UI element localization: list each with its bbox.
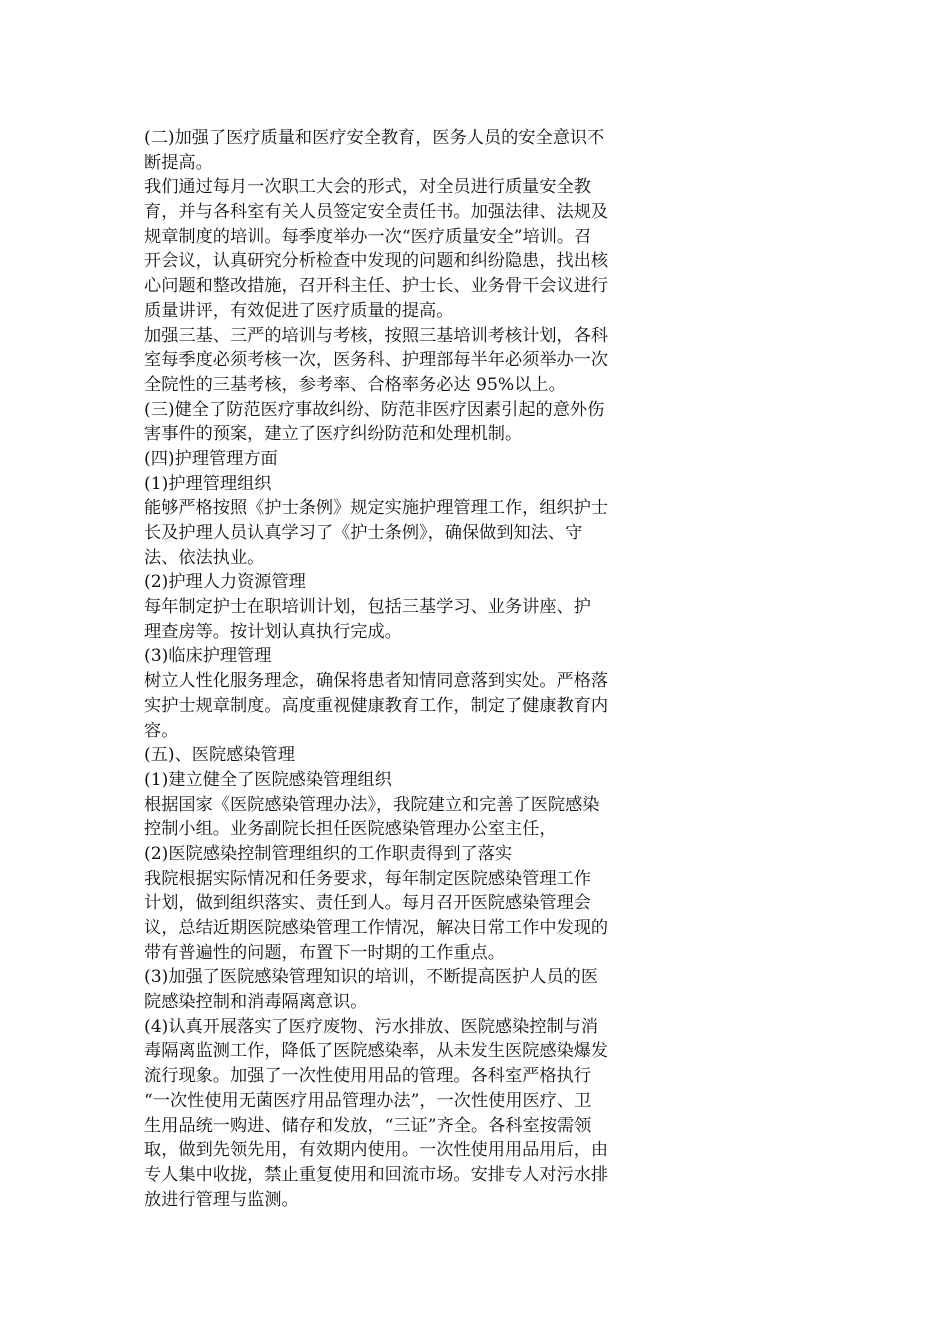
text-line: 每年制定护士在职培训计划，包括三基学习、业务讲座、护	[144, 597, 591, 618]
text-line: (三)健全了防范医疗事故纠纷、防范非医疗因素引起的意外伤	[144, 399, 605, 420]
text-line: 议，总结近期医院感染管理工作情况，解决日常工作中发现的	[144, 918, 609, 938]
text-line: (3)加强了医院感染管理知识的培训，不断提高医护人员的医	[144, 967, 599, 988]
text-line: (四)护理管理方面	[144, 448, 278, 469]
text-line: (五)、医院感染管理	[144, 745, 295, 766]
text-line: 控制小组。业务副院长担任医院感染管理办公室主任，	[144, 819, 557, 840]
text-line: 理查房等。按计划认真执行完成。	[144, 621, 402, 642]
text-line: 容。	[144, 720, 179, 741]
text-line: 实护士规章制度。高度重视健康教育工作，制定了健康教育内	[144, 695, 609, 716]
text-line: 法、依法执业。	[144, 547, 265, 568]
text-line: 开会议，认真研究分析检查中发现的问题和纠纷隐患，找出核	[144, 251, 609, 272]
text-line: 全院性的三基考核，参考率、合格率务必达 95%以上。	[144, 374, 566, 395]
text-line: 室每季度必须考核一次，医务科、护理部每半年必须举办一次	[144, 350, 609, 371]
text-line: 毒隔离监测工作，降低了医院感染率，从未发生医院感染爆发	[144, 1041, 609, 1062]
text-line: 计划，做到组织落实、责任到人。每月召开医院感染管理会	[144, 893, 591, 914]
text-line: 育，并与各科室有关人员签定安全责任书。加强法律、法规及	[144, 202, 609, 223]
text-line: 根据国家《医院感染管理办法》，我院建立和完善了医院感染	[144, 794, 600, 815]
text-line: (1)护理管理组织	[144, 473, 272, 494]
text-line: 树立人性化服务理念，确保将患者知情同意落到实处。严格落	[144, 671, 609, 692]
text-line: 院感染控制和消毒隔离意识。	[144, 992, 368, 1013]
text-line: (1)建立健全了医院感染管理组织	[144, 769, 392, 790]
text-line: (二)加强了医疗质量和医疗安全教育，医务人员的安全意识不	[144, 128, 605, 148]
text-line: 我院根据实际情况和任务要求，每年制定医院感染管理工作	[144, 868, 591, 889]
text-line: 加强三基、三严的培训与考核，按照三基培训考核计划，各科	[144, 325, 609, 346]
text-line: 带有普遍性的问题，布置下一时期的工作重点。	[144, 942, 505, 963]
text-line: 流行现象。加强了一次性使用用品的管理。各科室严格执行	[144, 1066, 591, 1087]
text-line: (3)临床护理管理	[144, 646, 272, 667]
text-line: 质量讲评，有效促进了医疗质量的提高。	[144, 300, 454, 321]
text-line: (2)医院感染控制管理组织的工作职责得到了落实	[144, 843, 513, 864]
text-line: 取，做到先领先用，有效期内使用。一次性使用用品用后，由	[144, 1140, 609, 1161]
text-line: (4)认真开展落实了医疗废物、污水排放、医院感染控制与消	[144, 1016, 599, 1037]
text-line: 心问题和整改措施，召开科主任、护士长、业务骨干会议进行	[144, 276, 609, 297]
text-line: 专人集中收拢，禁止重复使用和回流市场。安排专人对污水排	[144, 1164, 609, 1185]
text-line: 我们通过每月一次职工大会的形式，对全员进行质量安全教	[144, 177, 591, 198]
text-line: 断提高。	[144, 152, 213, 173]
text-line: (2)护理人力资源管理	[144, 572, 306, 593]
document-body	[144, 126, 669, 1212]
text-line: “一次性使用无菌医疗用品管理办法”，一次性使用医疗、卫	[144, 1090, 592, 1111]
text-line: 长及护理人员认真学习了《护士条例》，确保做到知法、守	[144, 523, 583, 543]
text-line: 规章制度的培训。每季度举办一次“医疗质量安全”培训。召	[144, 226, 592, 247]
text-line: 放进行管理与监测。	[144, 1189, 299, 1210]
text-line: 生用品统一购进、储存和发放，“三证”齐全。各科室按需领	[144, 1115, 592, 1136]
text-line: 害事件的预案，建立了医疗纠纷防范和处理机制。	[144, 424, 523, 445]
text-line: 能够严格按照《护士条例》规定实施护理管理工作，组织护士	[144, 498, 609, 519]
